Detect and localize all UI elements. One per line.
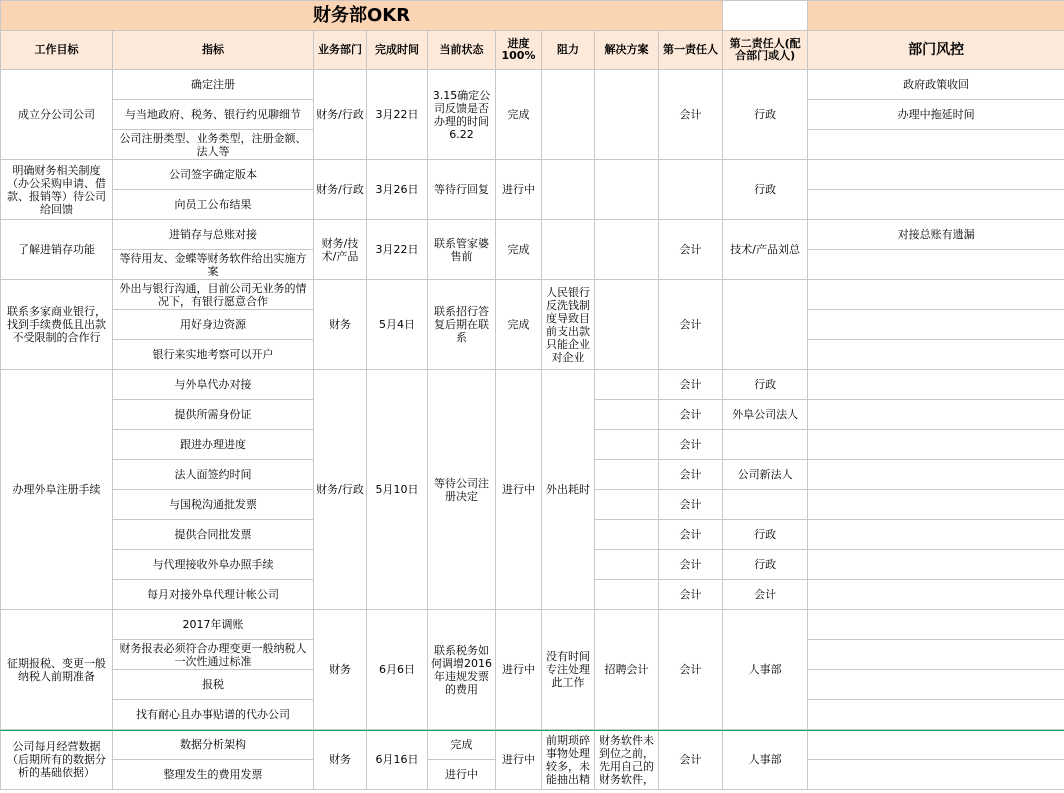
selection-guide-line	[0, 730, 1064, 731]
obstacle-cell[interactable]	[542, 70, 595, 160]
risk-cell[interactable]	[808, 520, 1064, 550]
solution-cell[interactable]	[595, 370, 659, 400]
indicator-cell[interactable]: 公司签字确定版本	[113, 160, 314, 190]
risk-cell[interactable]	[808, 640, 1064, 670]
header-status[interactable]: 当前状态	[428, 31, 496, 70]
risk-cell[interactable]: 政府政策收回	[808, 70, 1064, 100]
indicator-cell[interactable]: 确定注册	[113, 70, 314, 100]
solution-cell[interactable]	[595, 550, 659, 580]
indicator-cell[interactable]: 找有耐心且办事贴谱的代办公司	[113, 700, 314, 730]
progress-cell[interactable]: 完成	[496, 280, 542, 370]
risk-cell[interactable]	[808, 760, 1064, 790]
indicator-cell[interactable]: 提供合同批发票	[113, 520, 314, 550]
risk-cell[interactable]	[808, 460, 1064, 490]
solution-cell[interactable]	[595, 400, 659, 430]
first-owner-cell[interactable]: 会计	[659, 610, 723, 730]
solution-cell[interactable]: 招聘会计	[595, 610, 659, 730]
risk-cell[interactable]	[808, 190, 1064, 220]
status-cell[interactable]: 联系招行答复后期在联系	[428, 280, 496, 370]
indicator-cell[interactable]: 向员工公布结果	[113, 190, 314, 220]
first-owner-cell[interactable]: 会计	[659, 730, 723, 790]
solution-cell[interactable]	[595, 70, 659, 160]
solution-cell[interactable]	[595, 220, 659, 280]
progress-cell[interactable]: 进行中	[496, 370, 542, 610]
progress-cell[interactable]: 完成	[496, 220, 542, 280]
sheet-title[interactable]: 财务部OKR	[1, 1, 723, 31]
indicator-cell[interactable]: 法人面签约时间	[113, 460, 314, 490]
indicator-cell[interactable]: 数据分析架构	[113, 730, 314, 760]
risk-cell[interactable]	[808, 580, 1064, 610]
second-owner-cell[interactable]	[723, 280, 808, 370]
obstacle-cell[interactable]	[542, 730, 595, 790]
table-row	[1, 220, 1064, 250]
dept-cell[interactable]: 财务	[314, 280, 367, 370]
status-cell[interactable]: 联系税务如何调增2016年违规发票的费用	[428, 610, 496, 730]
goal-cell[interactable]: 了解进销存功能	[1, 220, 113, 280]
second-owner-cell[interactable]: 外阜公司法人	[723, 400, 808, 430]
second-owner-cell[interactable]: 行政	[723, 550, 808, 580]
risk-cell[interactable]	[808, 610, 1064, 640]
risk-cell[interactable]	[808, 550, 1064, 580]
risk-cell[interactable]	[808, 160, 1064, 190]
second-owner-cell[interactable]: 行政	[723, 70, 808, 160]
header-dept[interactable]: 业务部门	[314, 31, 367, 70]
goal-cell[interactable]	[1, 730, 113, 790]
table-row	[1, 730, 1064, 760]
first-owner-cell[interactable]: 会计	[659, 70, 723, 160]
dept-cell[interactable]: 财务/技术/产品	[314, 220, 367, 280]
first-owner-cell[interactable]: 会计	[659, 460, 723, 490]
obstacle-cell[interactable]	[542, 160, 595, 220]
status-cell[interactable]	[428, 70, 496, 160]
title-row	[1, 1, 1064, 31]
deadline-cell[interactable]: 3月26日	[367, 160, 428, 220]
goal-cell[interactable]: 成立分公司公司	[1, 70, 113, 160]
risk-cell[interactable]	[808, 340, 1064, 370]
table-row	[1, 70, 1064, 100]
dept-cell[interactable]: 财务	[314, 610, 367, 730]
solution-cell[interactable]	[595, 460, 659, 490]
risk-cell[interactable]	[808, 700, 1064, 730]
indicator-text: 等待用友、金蝶等财务软件给出实施方案	[119, 251, 307, 278]
indicator-cell[interactable]: 与当地政府、税务、银行约见聊细节	[113, 100, 314, 130]
header-progress[interactable]: 进度100%	[496, 31, 542, 70]
deadline-cell[interactable]: 5月10日	[367, 370, 428, 610]
table-row	[1, 370, 1064, 400]
risk-cell[interactable]	[808, 370, 1064, 400]
indicator-cell[interactable]: 用好身边资源	[113, 310, 314, 340]
dept-cell[interactable]: 财务/行政	[314, 160, 367, 220]
first-owner-cell[interactable]: 会计	[659, 520, 723, 550]
header-row	[1, 31, 1064, 70]
first-owner-cell[interactable]: 会计	[659, 490, 723, 520]
deadline-cell[interactable]: 5月4日	[367, 280, 428, 370]
header-first-owner[interactable]: 第一责任人	[659, 31, 723, 70]
second-owner-cell[interactable]: 会计	[723, 580, 808, 610]
indicator-cell[interactable]: 与代理接收外阜办照手续	[113, 550, 314, 580]
deadline-cell[interactable]: 6月16日	[367, 730, 428, 790]
solution-cell[interactable]	[595, 490, 659, 520]
indicator-cell[interactable]: 与外阜代办对接	[113, 370, 314, 400]
second-owner-cell[interactable]: 行政	[723, 160, 808, 220]
obstacle-cell[interactable]	[542, 220, 595, 280]
second-owner-cell[interactable]	[723, 490, 808, 520]
status-text: 3.15确定公司反馈是否办理的时间6.22	[432, 88, 491, 141]
solution-cell[interactable]	[595, 730, 659, 790]
indicator-cell[interactable]: 2017年调账	[113, 610, 314, 640]
dept-cell[interactable]: 财务	[314, 730, 367, 790]
second-owner-cell[interactable]: 人事部	[723, 730, 808, 790]
progress-cell[interactable]: 进行中	[496, 160, 542, 220]
deadline-cell[interactable]: 3月22日	[367, 70, 428, 160]
obstacle-text: 前期琐碎事物处理较多，未能抽出精	[546, 733, 590, 786]
second-owner-cell[interactable]: 人事部	[723, 610, 808, 730]
solution-cell[interactable]	[595, 280, 659, 370]
indicator-cell[interactable]	[113, 280, 314, 310]
deadline-cell[interactable]: 3月22日	[367, 220, 428, 280]
header-solution[interactable]: 解决方案	[595, 31, 659, 70]
indicator-cell[interactable]: 提供所需身份证	[113, 400, 314, 430]
header-second-owner[interactable]: 第二责任人(配合部门或人)	[723, 31, 808, 70]
obstacle-cell[interactable]	[542, 280, 595, 370]
first-owner-cell[interactable]: 会计	[659, 280, 723, 370]
second-owner-cell[interactable]: 行政	[723, 370, 808, 400]
progress-cell[interactable]: 进行中	[496, 730, 542, 790]
indicator-text: 财务报表必须符合办理变更一般纳税人一次性通过标准	[119, 641, 307, 668]
risk-cell[interactable]	[808, 130, 1064, 160]
solution-text: 财务软件未到位之前，先用自己的财务软件，	[599, 733, 654, 786]
indicator-text: 公司注册类型、业务类型，注册金额、法人等	[119, 131, 307, 158]
header-risk[interactable]: 部门风控	[808, 31, 1064, 70]
title-fill-cell[interactable]	[808, 1, 1064, 31]
status-cell[interactable]: 完成	[428, 730, 496, 760]
table-row	[1, 280, 1064, 310]
risk-cell[interactable]	[808, 490, 1064, 520]
first-owner-cell[interactable]: 会计	[659, 550, 723, 580]
indicator-cell[interactable]: 进销存与总账对接	[113, 220, 314, 250]
risk-cell[interactable]	[808, 670, 1064, 700]
indicator-cell[interactable]: 与国税沟通批发票	[113, 490, 314, 520]
status-cell[interactable]: 进行中	[428, 760, 496, 790]
goal-cell[interactable]: 联系多家商业银行，找到手续费低且出款不受限制的合作行	[1, 280, 113, 370]
goal-text: 公司每月经营数据（后期所有的数据分析的基础依据）	[7, 740, 106, 779]
risk-cell[interactable]	[808, 400, 1064, 430]
status-cell[interactable]: 联系管家婆售前	[428, 220, 496, 280]
indicator-cell[interactable]	[113, 250, 314, 280]
indicator-text: 外出与银行沟通，目前公司无业务的情况下，有银行愿意合作	[119, 281, 307, 308]
first-owner-cell[interactable]	[659, 160, 723, 220]
first-owner-cell[interactable]: 会计	[659, 370, 723, 400]
obstacle-cell[interactable]: 没有时间专注处理此工作	[542, 610, 595, 730]
first-owner-cell[interactable]: 会计	[659, 430, 723, 460]
progress-cell[interactable]: 进行中	[496, 610, 542, 730]
obstacle-cell[interactable]: 外出耗时	[542, 370, 595, 610]
header-deadline[interactable]: 完成时间	[367, 31, 428, 70]
risk-cell[interactable]	[808, 250, 1064, 280]
indicator-cell[interactable]	[113, 130, 314, 160]
first-owner-cell[interactable]: 会计	[659, 580, 723, 610]
indicator-cell[interactable]: 报税	[113, 670, 314, 700]
goal-cell[interactable]: 办理外阜注册手续	[1, 370, 113, 610]
header-indicator[interactable]: 指标	[113, 31, 314, 70]
indicator-cell[interactable]: 每月对接外阜代理计帐公司	[113, 580, 314, 610]
first-owner-cell[interactable]: 会计	[659, 400, 723, 430]
dept-cell[interactable]: 财务/行政	[314, 370, 367, 610]
obstacle-text: 人民银行反洗钱制度导致目前支出款只能企业对企业	[546, 285, 590, 364]
solution-cell[interactable]	[595, 520, 659, 550]
second-owner-cell[interactable]: 公司新法人	[723, 460, 808, 490]
indicator-cell[interactable]: 跟进办理进度	[113, 430, 314, 460]
title-blank-cell[interactable]	[723, 1, 808, 31]
risk-cell[interactable]	[808, 310, 1064, 340]
status-cell[interactable]: 等待公司注册决定	[428, 370, 496, 610]
table-row	[1, 610, 1064, 640]
indicator-cell[interactable]: 整理发生的费用发票	[113, 760, 314, 790]
risk-cell[interactable]: 对接总账有遗漏	[808, 220, 1064, 250]
second-owner-cell[interactable]	[723, 430, 808, 460]
risk-cell[interactable]	[808, 730, 1064, 760]
second-owner-cell[interactable]: 技术/产品刘总	[723, 220, 808, 280]
goal-text: 明确财务相关制度（办公采购申请、借款、报销等）待公司给回馈	[7, 163, 106, 216]
header-goal[interactable]: 工作目标	[1, 31, 113, 70]
status-cell[interactable]: 等待行回复	[428, 160, 496, 220]
indicator-cell[interactable]: 银行来实地考察可以开户	[113, 340, 314, 370]
goal-cell[interactable]: 征期报税、变更一般纳税人前期准备	[1, 610, 113, 730]
header-obstacle[interactable]: 阻力	[542, 31, 595, 70]
risk-cell[interactable]: 办理中拖延时间	[808, 100, 1064, 130]
second-owner-cell[interactable]: 行政	[723, 520, 808, 550]
first-owner-cell[interactable]: 会计	[659, 220, 723, 280]
indicator-cell[interactable]	[113, 640, 314, 670]
table-row	[1, 160, 1064, 190]
deadline-cell[interactable]: 6月6日	[367, 610, 428, 730]
solution-cell[interactable]	[595, 160, 659, 220]
solution-cell[interactable]	[595, 430, 659, 460]
goal-cell[interactable]	[1, 160, 113, 220]
solution-cell[interactable]	[595, 580, 659, 610]
dept-cell[interactable]: 财务/行政	[314, 70, 367, 160]
risk-cell[interactable]	[808, 430, 1064, 460]
risk-cell[interactable]	[808, 280, 1064, 310]
progress-cell[interactable]: 完成	[496, 70, 542, 160]
